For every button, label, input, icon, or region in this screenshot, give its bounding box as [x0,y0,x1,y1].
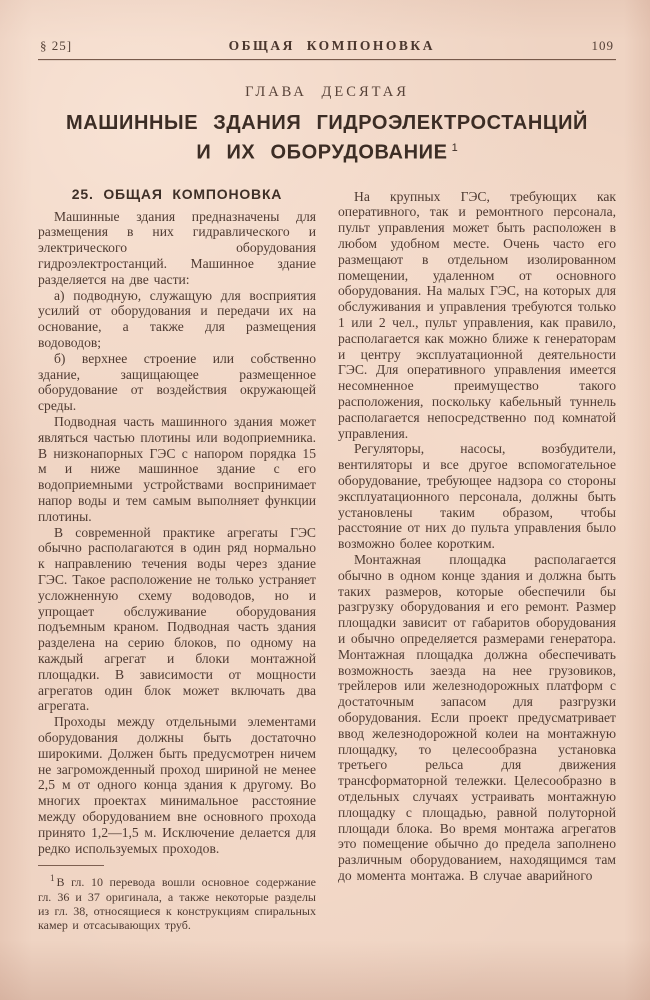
header-section-ref: § 25] [40,38,73,53]
chapter-heading: ГЛАВА ДЕСЯТАЯ [245,84,409,100]
paragraph-layout-practice: В современной практике агрегаты ГЭС обычно располагаются в один ряд нормально к направлению течения воды через здание ГЭС. Такое расположение не только устраняет усложненную схему водоводов, но и упрощает обслуживание оборудования подъемным краном. Подводная часть здания разделена на серию блоков, по одному на каждый агрегат и блоки монтажной площадки. В зависимости от мощности агрегатов один блок может включать два агрегата. [38,524,316,714]
paragraph-list-b: б) верхнее строение или собственно здание, защищающее размещенное оборудование от воздействия окружающей среды. [38,350,316,414]
paragraph-underwater-part: Подводная часть машинного здания может являться частью плотины или водоприемника. В низконапорных ГЭС с напором порядка 15 м и ниже машинное здание с его водоприемными устройствами воспринимает напор воды и тем самым выполняет функции плотины. [38,414,316,524]
title-footnote-ref: 1 [451,142,458,154]
header-page-number: 109 [591,38,614,53]
footnote-mark: 1 [50,873,55,884]
text-columns [38,180,616,932]
footnote-text-body: В гл. 10 перевода вошли основное содержание гл. 36 и 37 оригинала, а также некоторые разделы из гл. 38, относящиеся к конструкциям спиральных камер и отсасывающих труб. [38,875,316,932]
paragraph-control-desk: На крупных ГЭС, требующих как оперативного, так и ремонтного персонала, пульт управления может быть расположен в любом удобном месте. Очень часто его размещают в отдельном изолированном помещении, удаленном от основного оборудования. На малых ГЭС, на которых для обслуживания и управления требуются только 1 или 2 чел., пульт управления, как правило, располагается как можно ближе к генераторам и центру эксплуатационной деятельности ГЭС. Для оперативного управления имеется несомненное преимущество такого расположения, поскольку кабельный туннель располагается непосредственно под комнатой управления. [338,188,616,441]
paragraph-passages: Проходы между отдельными элементами оборудования должны быть достаточно широкими. Должен быть предусмотрен ничем не загроможденный проход шириной не менее 2,5 м от одного конца здания к другому. Во многих проектах минимальное расстояние между оборудованием вне основного прохода принято 1,2—1,5 м. Исключение делается для редко используемых проходов. [38,714,316,856]
page-header [38,38,616,53]
paragraph-intro: Машинные здания предназначены для размещения в них гидравлического и электрического оборудования гидроэлектростанций. Машинное здание разделяется на две части: [38,208,316,287]
footnote-text [38,871,316,932]
paragraph-erection-bay: Монтажная площадка располагается обычно в одном конце здания и должна быть таких размеров, которые обеспечили бы разгрузку оборудования и его ремонт. Размер площадки зависит от габаритов оборудования и обычно определяется размерами генератора. Монтажная площадка должна обеспечивать возможность заезда на нее грузовиков, трейлеров или железнодорожных платформ с достаточным запасом для разгрузки оборудования. Если проект предусматривает ввод железнодорожной колеи на монтажную площадку, то целесообразна установка третьего рельса для движения трансформаторной тележки. Целесообразно в отдельных случаях устраивать монтажную площадку с площадью, равной полуторной площади блока. Во время монтажа агрегатов это помещение обычно до предела заполнено различным оборудованием, находящимся там до момента монтажа. В случае аварийного [338,551,616,883]
header-running-title: ОБЩАЯ КОМПОНОВКА [228,38,435,53]
main-title [55,111,600,166]
paragraph-list-a: а) подводную, служащую для восприятия усилий от оборудования и передачи их на основание, а также для размещения водоводов; [38,287,316,351]
column-left [38,180,316,932]
footnote [38,865,316,932]
column-right [338,180,616,932]
main-title-text: МАШИННЫЕ ЗДАНИЯ ГИДРОЭЛЕКТРОСТАНЦИЙ И ИХ ОБОРУДОВАНИЕ [65,112,589,164]
section-heading: 25. ОБЩАЯ КОМПОНОВКА [71,185,283,202]
footnote-rule [38,865,104,866]
paragraph-auxiliary-equipment: Регуляторы, насосы, возбудители, вентиляторы и все другое вспомогательное оборудование, требующее надзора со стороны эксплуатационного персонала, должны быть установлены таким образом, чтобы расстояние от них до пульта управления было возможно более коротким. [338,441,616,552]
header-rule [38,59,616,60]
